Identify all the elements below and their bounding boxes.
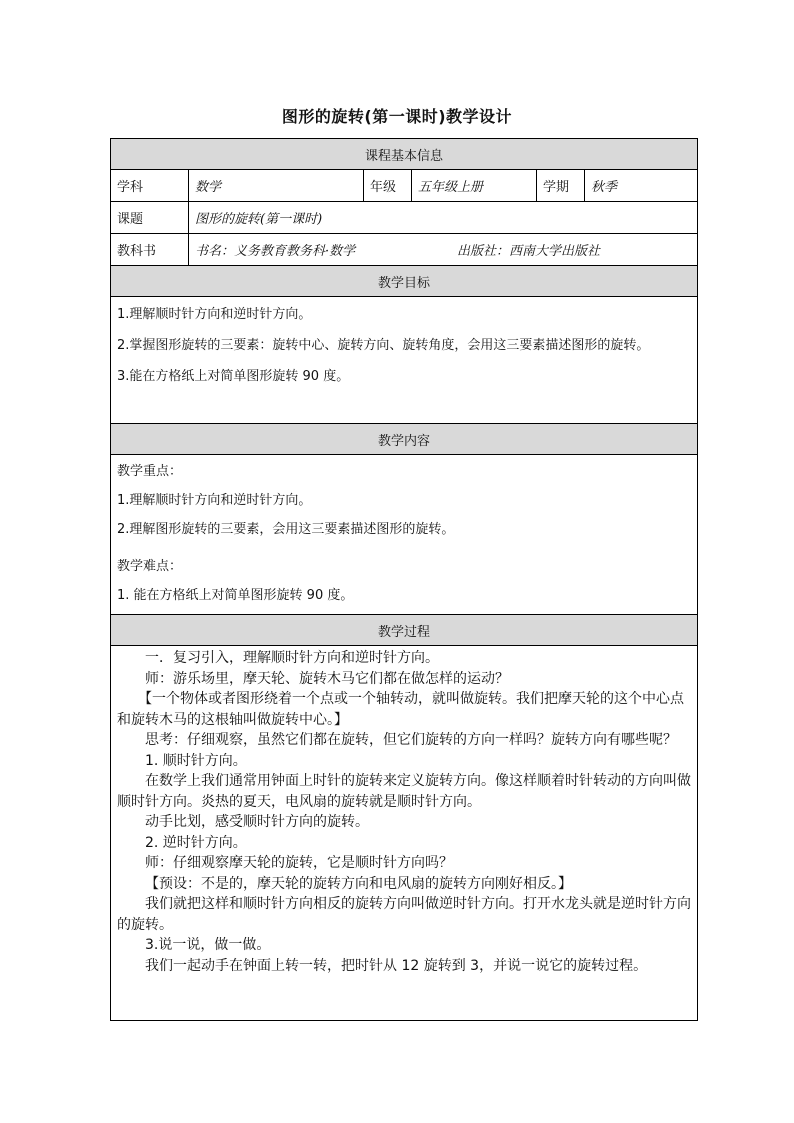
process-paragraph: 在数学上我们通常用钟面上时针的旋转来定义旋转方向。像这样顺着时针转动的方向叫做顺时针方向。炎热的夏天，电风扇的旋转就是顺时针方向。 [117,773,691,810]
grade-value: 五年级上册 [412,170,537,202]
textbook-value [189,234,698,266]
section-header-goals: 教学目标 [111,266,698,297]
process-paragraph: 思考：仔细观察，虽然它们都在旋转，但它们旋转的方向一样吗？旋转方向有哪些呢？ [145,732,677,748]
process-paragraph: 3.说一说，做一做。 [145,937,271,953]
term-value: 秋季 [585,170,698,202]
process-paragraph: 我们就把这样和顺时针方向相反的旋转方向叫做逆时针方向。打开水龙头就是逆时针方向的旋转。 [117,896,691,933]
process-paragraph: 动手比划，感受顺时针方向的旋转。 [145,814,369,830]
goal-item: 1.理解顺时针方向和逆时针方向。 [117,307,312,322]
process-paragraph: 一．复习引入，理解顺时针方向和逆时针方向。 [145,650,439,666]
process-paragraph: 我们一起动手在钟面上转一转，把时针从 12 旋转到 3，并说一说它的旋转过程。 [145,957,648,974]
topic-value: 图形的旋转(第一课时) [189,202,698,234]
subject-value: 数学 [189,170,364,202]
process-block [111,646,698,1021]
difficult-point-item: 1. 能在方格纸上对简单图形旋转 90 度。 [117,588,354,603]
process-paragraph: 1. 顺时针方向。 [145,752,247,769]
topic-label: 课题 [111,202,189,234]
difficult-points-label: 教学难点： [117,559,183,574]
term-label: 学期 [537,170,585,202]
goal-item: 2.掌握图形旋转的三要素：旋转中心、旋转方向、旋转角度，会用这三要素描述图形的旋转。 [117,338,650,353]
process-paragraph: 2. 逆时针方向。 [145,834,247,851]
process-paragraph: 【一个物体或者图形绕着一个点或一个轴转动，就叫做旋转。我们把摩天轮的这个中心点和旋转木马的这根轴叫做旋转中心。】 [117,691,684,728]
process-paragraph: 师：游乐场里，摩天轮、旋转木马它们都在做怎样的运动？ [145,670,509,687]
section-header-content: 教学内容 [111,424,698,455]
content-block [111,455,698,615]
lesson-plan-table [110,138,698,1021]
textbook-label: 教科书 [111,234,189,266]
section-header-basic-info: 课程基本信息 [111,139,698,170]
document-title: 图形的旋转(第一课时)教学设计 [281,107,513,126]
section-header-process: 教学过程 [111,615,698,646]
key-point-item: 2.理解图形旋转的三要素，会用这三要素描述图形的旋转。 [117,522,455,537]
book-name: 书名：义务教育教务科·数学 [195,244,356,259]
grade-label: 年级 [364,170,412,202]
process-paragraph: 师：仔细观察摩天轮的旋转，它是顺时针方向吗？ [145,855,453,871]
process-paragraph: 【预设：不是的，摩天轮的旋转方向和电风扇的旋转方向刚好相反。】 [145,875,572,892]
goals-block [111,297,698,424]
goal-item: 3.能在方格纸上对简单图形旋转 90 度。 [117,369,350,384]
publisher: 出版社：西南大学出版社 [457,244,601,259]
key-points-label: 教学重点： [117,464,183,479]
subject-label: 学科 [111,170,189,202]
key-point-item: 1.理解顺时针方向和逆时针方向。 [117,493,312,508]
